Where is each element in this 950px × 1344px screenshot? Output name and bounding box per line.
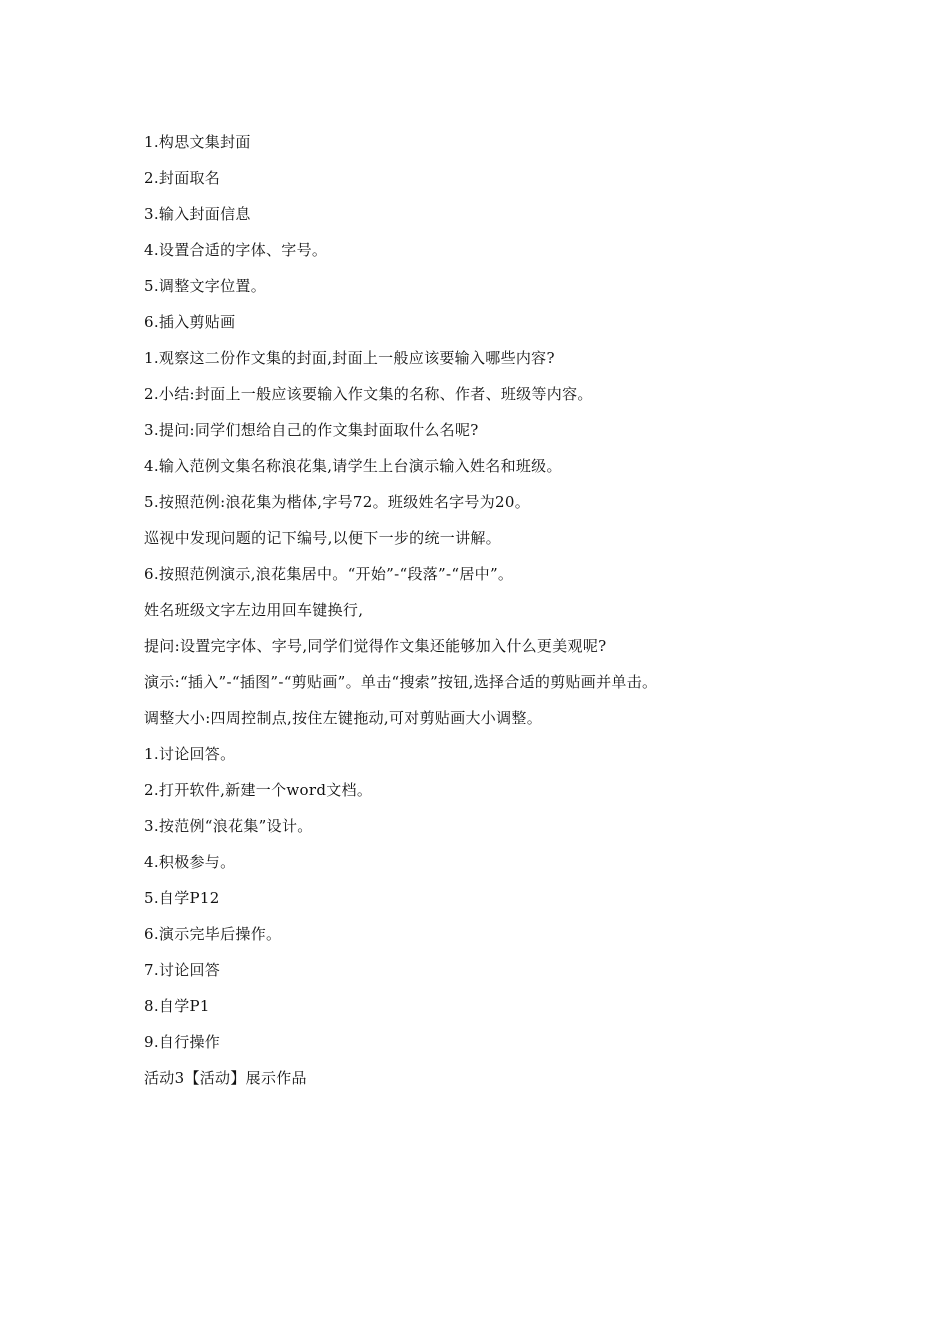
text-line: 5.自学P12 [144,889,220,907]
text-line: 巡视中发现问题的记下编号,以便下一步的统一讲解。 [144,529,501,547]
text-line: 1.讨论回答。 [144,745,236,763]
text-line: 6.按照范例演示,浪花集居中。“开始”-“段落”-“居中”。 [144,565,514,583]
text-line: 3.提问:同学们想给自己的作文集封面取什么名呢? [144,421,479,439]
text-line: 演示:“插入”-“插图”-“剪贴画”。单击“搜索”按钮,选择合适的剪贴画并单击。 [144,673,658,691]
text-line: 4.设置合适的字体、字号。 [144,241,328,259]
text-line: 6.插入剪贴画 [144,313,236,331]
text-line: 4.积极参与。 [144,853,236,871]
document-body [144,124,824,1096]
text-line: 9.自行操作 [144,1033,221,1051]
text-line: 8.自学P1 [144,997,210,1015]
text-line: 1.观察这二份作文集的封面,封面上一般应该要输入哪些内容? [144,349,555,367]
text-line: 4.输入范例文集名称浪花集,请学生上台演示输入姓名和班级。 [144,457,562,475]
text-line: 5.按照范例:浪花集为楷体,字号72。班级姓名字号为20。 [144,493,531,511]
text-line: 3.按范例“浪花集”设计。 [144,817,313,835]
text-line: 7.讨论回答 [144,961,221,979]
text-line: 6.演示完毕后操作。 [144,925,282,943]
text-line: 2.小结:封面上一般应该要输入作文集的名称、作者、班级等内容。 [144,385,593,403]
text-line: 3.输入封面信息 [144,205,251,223]
activity-heading: 活动3【活动】展示作品 [144,1069,307,1087]
text-line: 提问:设置完字体、字号,同学们觉得作文集还能够加入什么更美观呢? [144,637,607,655]
text-line: 5.调整文字位置。 [144,277,267,295]
text-line: 2.打开软件,新建一个word文档。 [144,781,373,799]
text-line: 1.构思文集封面 [144,133,251,151]
text-line: 调整大小:四周控制点,按住左键拖动,可对剪贴画大小调整。 [144,709,542,727]
text-line: 姓名班级文字左边用回车键换行, [144,601,364,619]
text-line: 2.封面取名 [144,169,221,187]
